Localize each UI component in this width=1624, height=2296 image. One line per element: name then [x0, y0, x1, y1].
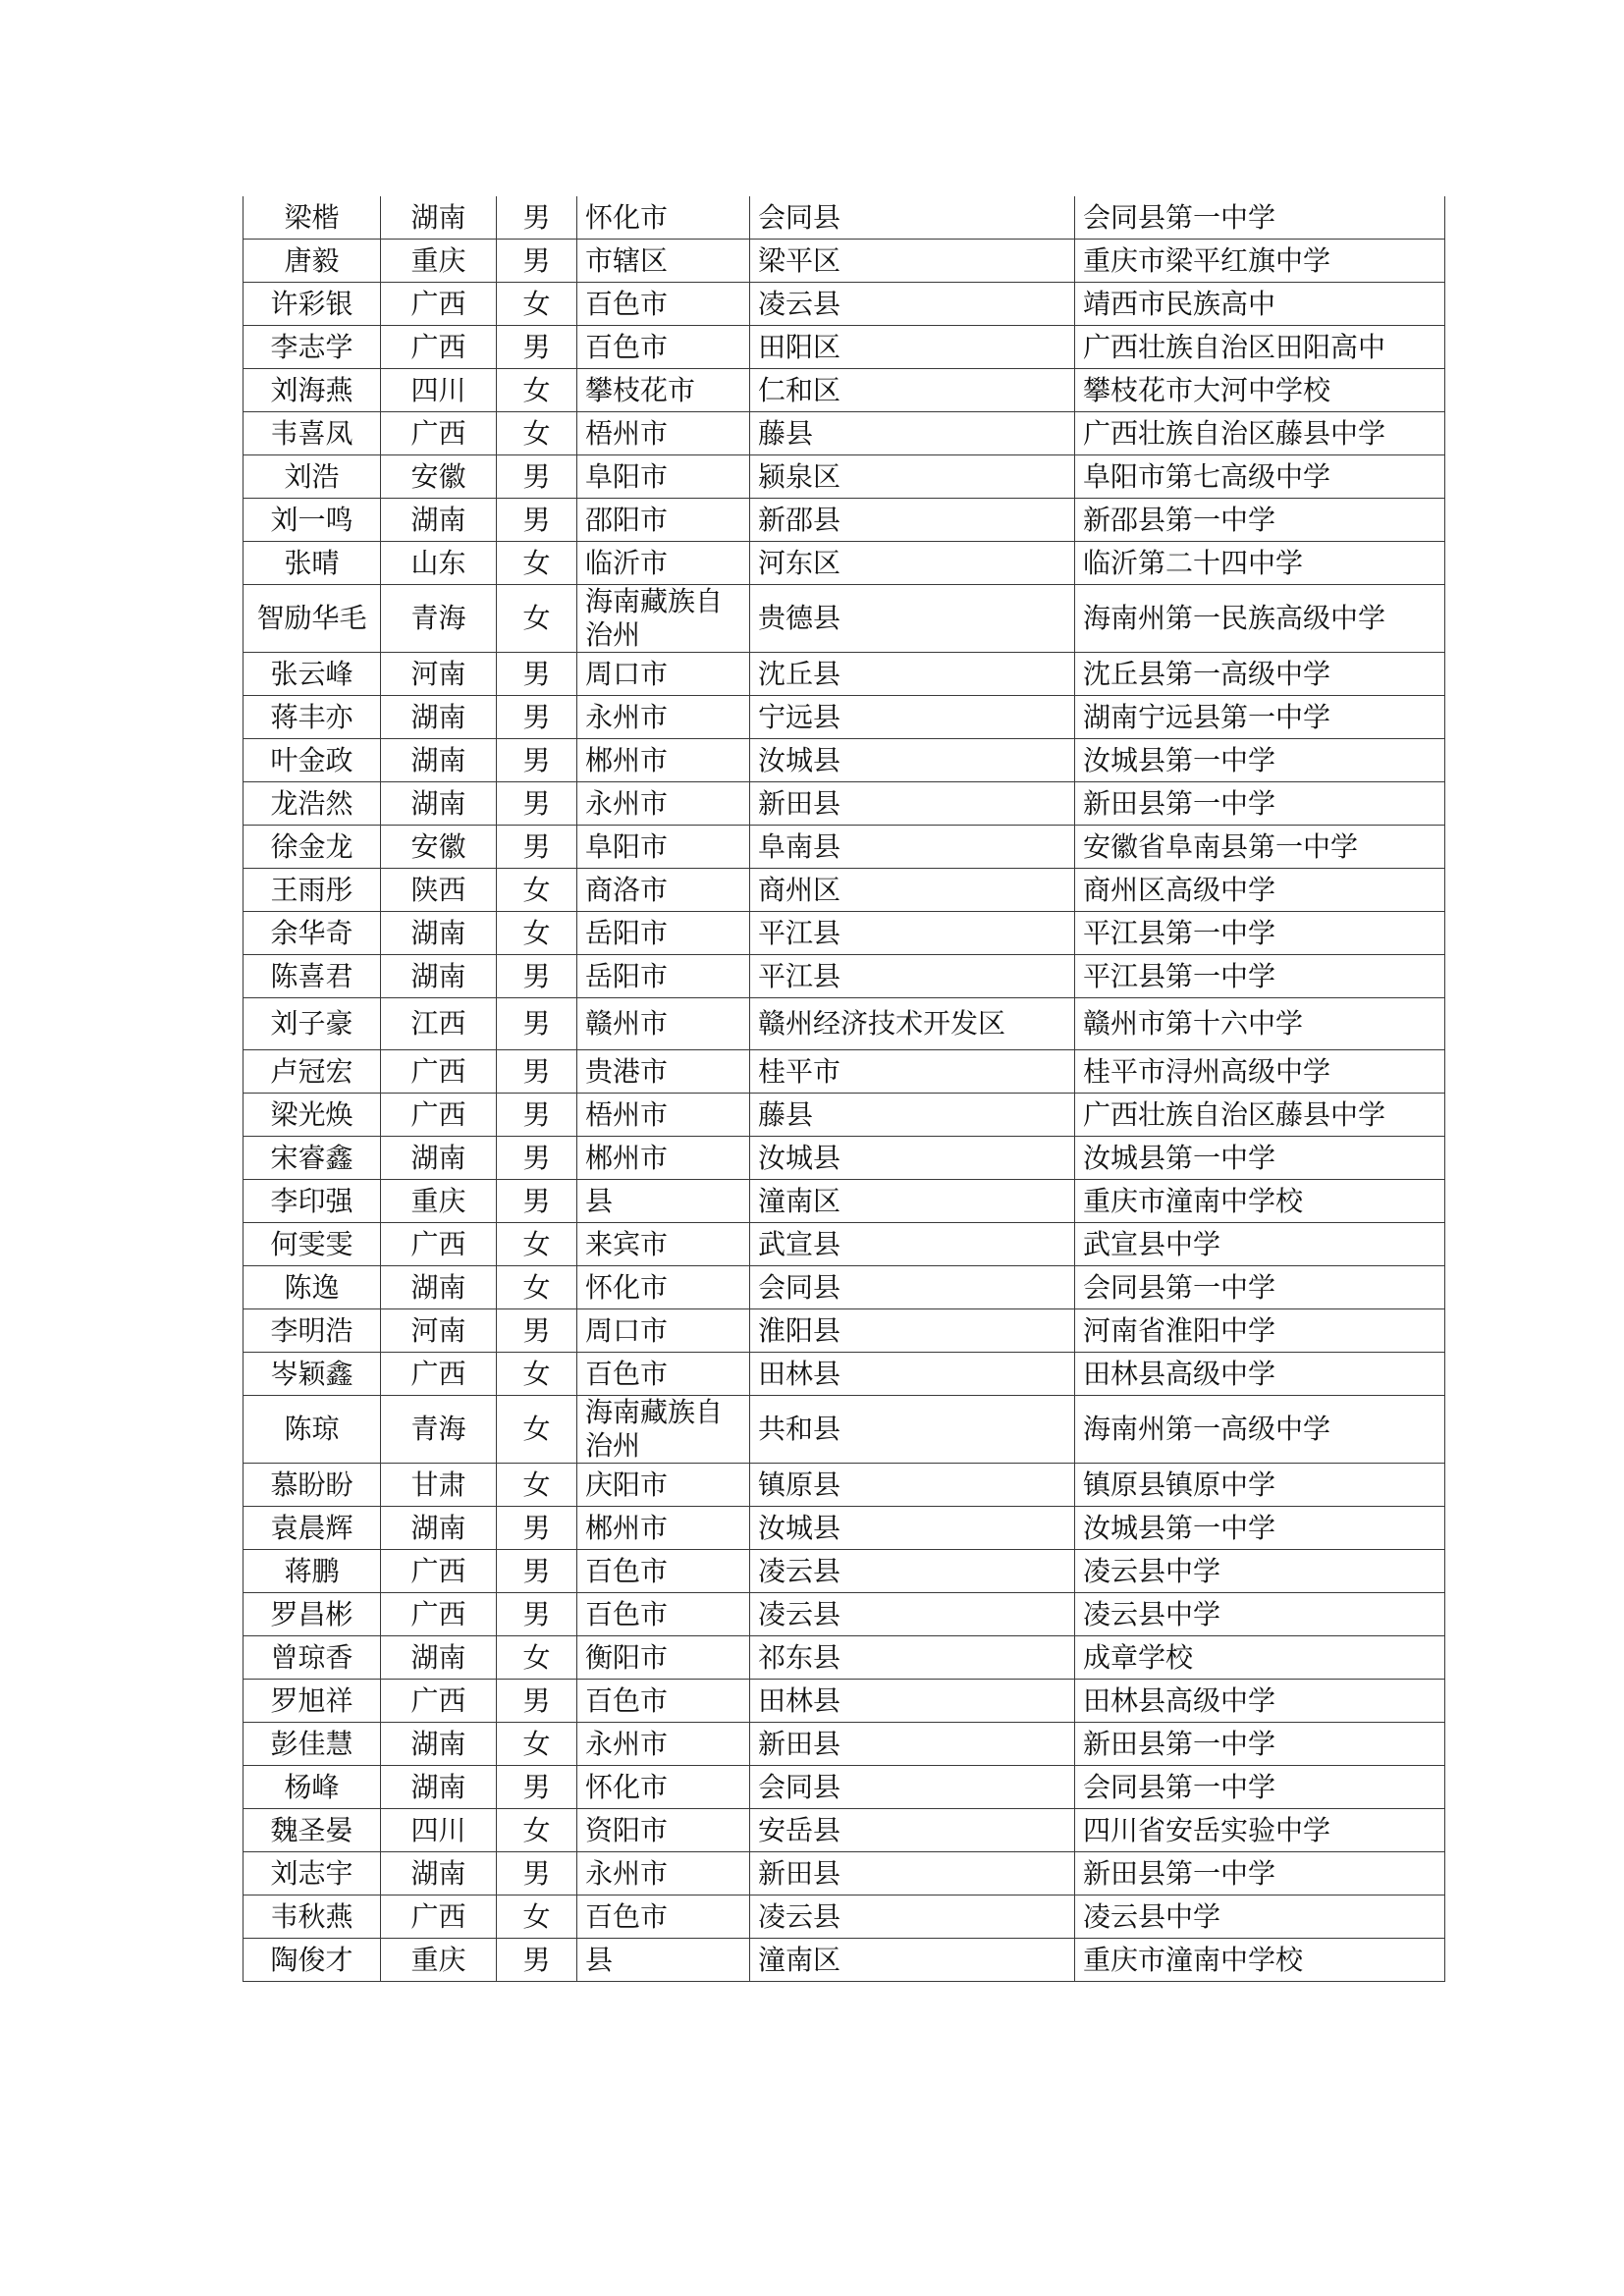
student-name-cell: 李明浩	[244, 1309, 381, 1353]
county-cell: 平江县	[750, 912, 1075, 955]
school-cell: 阜阳市第七高级中学	[1075, 455, 1445, 499]
county-cell: 凌云县	[750, 283, 1075, 326]
table-row	[244, 739, 1445, 782]
table-row	[244, 326, 1445, 369]
school-cell: 汝城县第一中学	[1075, 739, 1445, 782]
student-name-cell: 宋睿鑫	[244, 1137, 381, 1180]
gender-cell: 女	[497, 912, 577, 955]
gender-cell: 女	[497, 1266, 577, 1309]
table-row	[244, 1636, 1445, 1680]
school-cell: 会同县第一中学	[1075, 1766, 1445, 1809]
gender-cell: 男	[497, 1507, 577, 1550]
student-name-cell: 岑颖鑫	[244, 1353, 381, 1396]
student-name-cell: 刘一鸣	[244, 499, 381, 542]
gender-cell: 女	[497, 369, 577, 412]
province-cell: 广西	[381, 1223, 497, 1266]
gender-cell: 女	[497, 585, 577, 653]
gender-cell: 男	[497, 653, 577, 696]
table-row	[244, 912, 1445, 955]
city-cell: 百色市	[577, 1680, 750, 1723]
city-cell: 百色市	[577, 1353, 750, 1396]
school-cell: 广西壮族自治区藤县中学	[1075, 412, 1445, 455]
student-name-cell: 彭佳慧	[244, 1723, 381, 1766]
school-cell: 四川省安岳实验中学	[1075, 1809, 1445, 1852]
table-row	[244, 1137, 1445, 1180]
county-cell: 安岳县	[750, 1809, 1075, 1852]
student-name-cell: 许彩银	[244, 283, 381, 326]
gender-cell: 男	[497, 782, 577, 826]
table-row	[244, 196, 1445, 240]
province-cell: 广西	[381, 283, 497, 326]
school-cell: 会同县第一中学	[1075, 1266, 1445, 1309]
student-name-cell: 徐金龙	[244, 826, 381, 869]
gender-cell: 男	[497, 455, 577, 499]
county-cell: 凌云县	[750, 1550, 1075, 1593]
table-row	[244, 826, 1445, 869]
school-cell: 重庆市潼南中学校	[1075, 1180, 1445, 1223]
province-cell: 广西	[381, 1353, 497, 1396]
province-cell: 湖南	[381, 1266, 497, 1309]
gender-cell: 男	[497, 196, 577, 240]
table-row	[244, 869, 1445, 912]
city-cell: 百色市	[577, 1550, 750, 1593]
province-cell: 青海	[381, 585, 497, 653]
student-name-cell: 罗昌彬	[244, 1593, 381, 1636]
county-cell: 田林县	[750, 1353, 1075, 1396]
province-cell: 广西	[381, 1050, 497, 1094]
province-cell: 广西	[381, 326, 497, 369]
province-cell: 湖南	[381, 1137, 497, 1180]
city-cell: 临沂市	[577, 542, 750, 585]
city-cell: 海南藏族自治州	[577, 585, 750, 653]
gender-cell: 女	[497, 869, 577, 912]
school-cell: 成章学校	[1075, 1636, 1445, 1680]
province-cell: 湖南	[381, 955, 497, 998]
city-cell: 阜阳市	[577, 826, 750, 869]
school-cell: 海南州第一高级中学	[1075, 1396, 1445, 1464]
student-name-cell: 王雨彤	[244, 869, 381, 912]
gender-cell: 男	[497, 1180, 577, 1223]
city-cell: 百色市	[577, 1593, 750, 1636]
county-cell: 新田县	[750, 1723, 1075, 1766]
gender-cell: 男	[497, 1766, 577, 1809]
province-cell: 河南	[381, 653, 497, 696]
school-cell: 凌云县中学	[1075, 1896, 1445, 1939]
city-cell: 梧州市	[577, 412, 750, 455]
gender-cell: 女	[497, 1809, 577, 1852]
school-cell: 赣州市第十六中学	[1075, 998, 1445, 1050]
city-cell: 怀化市	[577, 1766, 750, 1809]
province-cell: 湖南	[381, 1852, 497, 1896]
county-cell: 梁平区	[750, 240, 1075, 283]
city-cell: 来宾市	[577, 1223, 750, 1266]
student-name-cell: 张云峰	[244, 653, 381, 696]
school-cell: 凌云县中学	[1075, 1593, 1445, 1636]
student-name-cell: 梁光焕	[244, 1094, 381, 1137]
student-name-cell: 魏圣晏	[244, 1809, 381, 1852]
county-cell: 凌云县	[750, 1593, 1075, 1636]
student-name-cell: 韦秋燕	[244, 1896, 381, 1939]
gender-cell: 男	[497, 240, 577, 283]
gender-cell: 男	[497, 1550, 577, 1593]
city-cell: 县	[577, 1939, 750, 1982]
table-row	[244, 696, 1445, 739]
city-cell: 邵阳市	[577, 499, 750, 542]
school-cell: 海南州第一民族高级中学	[1075, 585, 1445, 653]
gender-cell: 男	[497, 1593, 577, 1636]
city-cell: 永州市	[577, 696, 750, 739]
county-cell: 淮阳县	[750, 1309, 1075, 1353]
province-cell: 广西	[381, 1550, 497, 1593]
province-cell: 安徽	[381, 455, 497, 499]
province-cell: 重庆	[381, 1180, 497, 1223]
city-cell: 海南藏族自治州	[577, 1396, 750, 1464]
table-row	[244, 1507, 1445, 1550]
school-cell: 湖南宁远县第一中学	[1075, 696, 1445, 739]
city-cell: 永州市	[577, 1852, 750, 1896]
student-name-cell: 杨峰	[244, 1766, 381, 1809]
city-cell: 郴州市	[577, 1507, 750, 1550]
county-cell: 镇原县	[750, 1464, 1075, 1507]
county-cell: 会同县	[750, 1766, 1075, 1809]
table-row	[244, 1550, 1445, 1593]
city-cell: 郴州市	[577, 1137, 750, 1180]
city-cell: 怀化市	[577, 1266, 750, 1309]
student-name-cell: 罗旭祥	[244, 1680, 381, 1723]
county-cell: 共和县	[750, 1396, 1075, 1464]
table-row	[244, 1223, 1445, 1266]
table-row	[244, 1396, 1445, 1464]
gender-cell: 女	[497, 1223, 577, 1266]
school-cell: 沈丘县第一高级中学	[1075, 653, 1445, 696]
city-cell: 梧州市	[577, 1094, 750, 1137]
city-cell: 百色市	[577, 326, 750, 369]
table-row	[244, 955, 1445, 998]
student-name-cell: 陈喜君	[244, 955, 381, 998]
county-cell: 潼南区	[750, 1180, 1075, 1223]
gender-cell: 男	[497, 1094, 577, 1137]
province-cell: 广西	[381, 1094, 497, 1137]
school-cell: 广西壮族自治区田阳高中	[1075, 326, 1445, 369]
city-cell: 衡阳市	[577, 1636, 750, 1680]
school-cell: 靖西市民族高中	[1075, 283, 1445, 326]
gender-cell: 男	[497, 499, 577, 542]
province-cell: 广西	[381, 1680, 497, 1723]
city-cell: 永州市	[577, 782, 750, 826]
gender-cell: 男	[497, 696, 577, 739]
gender-cell: 女	[497, 412, 577, 455]
province-cell: 湖南	[381, 739, 497, 782]
table-row	[244, 1896, 1445, 1939]
gender-cell: 男	[497, 739, 577, 782]
county-cell: 汝城县	[750, 1137, 1075, 1180]
student-name-cell: 刘海燕	[244, 369, 381, 412]
table-row	[244, 1809, 1445, 1852]
student-name-cell: 梁楷	[244, 196, 381, 240]
county-cell: 河东区	[750, 542, 1075, 585]
school-cell: 安徽省阜南县第一中学	[1075, 826, 1445, 869]
table-row	[244, 542, 1445, 585]
student-name-cell: 何雯雯	[244, 1223, 381, 1266]
county-cell: 祁东县	[750, 1636, 1075, 1680]
province-cell: 重庆	[381, 240, 497, 283]
county-cell: 平江县	[750, 955, 1075, 998]
city-cell: 百色市	[577, 1896, 750, 1939]
school-cell: 桂平市浔州高级中学	[1075, 1050, 1445, 1094]
city-cell: 周口市	[577, 653, 750, 696]
county-cell: 颍泉区	[750, 455, 1075, 499]
province-cell: 甘肃	[381, 1464, 497, 1507]
school-cell: 平江县第一中学	[1075, 912, 1445, 955]
province-cell: 湖南	[381, 782, 497, 826]
county-cell: 潼南区	[750, 1939, 1075, 1982]
table-row	[244, 283, 1445, 326]
city-cell: 商洛市	[577, 869, 750, 912]
student-name-cell: 龙浩然	[244, 782, 381, 826]
city-cell: 怀化市	[577, 196, 750, 240]
student-name-cell: 陈逸	[244, 1266, 381, 1309]
school-cell: 平江县第一中学	[1075, 955, 1445, 998]
student-name-cell: 韦喜凤	[244, 412, 381, 455]
table-row	[244, 412, 1445, 455]
county-cell: 会同县	[750, 1266, 1075, 1309]
table-row	[244, 1464, 1445, 1507]
student-name-cell: 余华奇	[244, 912, 381, 955]
school-cell: 田林县高级中学	[1075, 1353, 1445, 1396]
county-cell: 宁远县	[750, 696, 1075, 739]
school-cell: 武宣县中学	[1075, 1223, 1445, 1266]
table-row	[244, 998, 1445, 1050]
gender-cell: 女	[497, 1396, 577, 1464]
county-cell: 藤县	[750, 412, 1075, 455]
city-cell: 岳阳市	[577, 912, 750, 955]
county-cell: 商州区	[750, 869, 1075, 912]
province-cell: 湖南	[381, 196, 497, 240]
table-row	[244, 369, 1445, 412]
school-cell: 汝城县第一中学	[1075, 1137, 1445, 1180]
table-row	[244, 1939, 1445, 1982]
county-cell: 贵德县	[750, 585, 1075, 653]
province-cell: 广西	[381, 1593, 497, 1636]
gender-cell: 女	[497, 283, 577, 326]
table-row	[244, 653, 1445, 696]
gender-cell: 女	[497, 1723, 577, 1766]
student-name-cell: 李志学	[244, 326, 381, 369]
student-name-cell: 陶俊才	[244, 1939, 381, 1982]
county-cell: 桂平市	[750, 1050, 1075, 1094]
gender-cell: 男	[497, 1309, 577, 1353]
province-cell: 重庆	[381, 1939, 497, 1982]
city-cell: 百色市	[577, 283, 750, 326]
table-row	[244, 1353, 1445, 1396]
province-cell: 河南	[381, 1309, 497, 1353]
school-cell: 田林县高级中学	[1075, 1680, 1445, 1723]
gender-cell: 男	[497, 1680, 577, 1723]
table-row	[244, 240, 1445, 283]
city-cell: 庆阳市	[577, 1464, 750, 1507]
student-name-cell: 慕盼盼	[244, 1464, 381, 1507]
school-cell: 镇原县镇原中学	[1075, 1464, 1445, 1507]
gender-cell: 女	[497, 1896, 577, 1939]
province-cell: 湖南	[381, 499, 497, 542]
county-cell: 阜南县	[750, 826, 1075, 869]
province-cell: 湖南	[381, 1636, 497, 1680]
city-cell: 郴州市	[577, 739, 750, 782]
school-cell: 新田县第一中学	[1075, 1852, 1445, 1896]
province-cell: 广西	[381, 1896, 497, 1939]
province-cell: 山东	[381, 542, 497, 585]
county-cell: 新田县	[750, 782, 1075, 826]
student-name-cell: 唐毅	[244, 240, 381, 283]
county-cell: 仁和区	[750, 369, 1075, 412]
school-cell: 临沂第二十四中学	[1075, 542, 1445, 585]
gender-cell: 女	[497, 1464, 577, 1507]
student-name-cell: 叶金政	[244, 739, 381, 782]
county-cell: 凌云县	[750, 1896, 1075, 1939]
table-row	[244, 1766, 1445, 1809]
city-cell: 资阳市	[577, 1809, 750, 1852]
county-cell: 沈丘县	[750, 653, 1075, 696]
school-cell: 新田县第一中学	[1075, 1723, 1445, 1766]
school-cell: 重庆市梁平红旗中学	[1075, 240, 1445, 283]
city-cell: 县	[577, 1180, 750, 1223]
county-cell: 田阳区	[750, 326, 1075, 369]
student-name-cell: 蒋鹏	[244, 1550, 381, 1593]
county-cell: 汝城县	[750, 739, 1075, 782]
county-cell: 新邵县	[750, 499, 1075, 542]
county-cell: 会同县	[750, 196, 1075, 240]
province-cell: 湖南	[381, 1507, 497, 1550]
province-cell: 湖南	[381, 696, 497, 739]
table-row	[244, 782, 1445, 826]
city-cell: 赣州市	[577, 998, 750, 1050]
table-row	[244, 1094, 1445, 1137]
gender-cell: 男	[497, 1939, 577, 1982]
gender-cell: 男	[497, 1852, 577, 1896]
table-row	[244, 1180, 1445, 1223]
gender-cell: 男	[497, 955, 577, 998]
gender-cell: 女	[497, 542, 577, 585]
province-cell: 四川	[381, 1809, 497, 1852]
city-cell: 攀枝花市	[577, 369, 750, 412]
table-row	[244, 1593, 1445, 1636]
city-cell: 贵港市	[577, 1050, 750, 1094]
table-row	[244, 1266, 1445, 1309]
student-table	[243, 196, 1445, 1982]
student-name-cell: 陈琼	[244, 1396, 381, 1464]
school-cell: 广西壮族自治区藤县中学	[1075, 1094, 1445, 1137]
county-cell: 新田县	[750, 1852, 1075, 1896]
student-name-cell: 刘浩	[244, 455, 381, 499]
school-cell: 会同县第一中学	[1075, 196, 1445, 240]
student-name-cell: 袁晨辉	[244, 1507, 381, 1550]
student-name-cell: 张晴	[244, 542, 381, 585]
county-cell: 藤县	[750, 1094, 1075, 1137]
gender-cell: 男	[497, 826, 577, 869]
school-cell: 商州区高级中学	[1075, 869, 1445, 912]
table-row	[244, 1309, 1445, 1353]
table-row	[244, 499, 1445, 542]
province-cell: 湖南	[381, 1723, 497, 1766]
school-cell: 新邵县第一中学	[1075, 499, 1445, 542]
student-name-cell: 刘子豪	[244, 998, 381, 1050]
county-cell: 汝城县	[750, 1507, 1075, 1550]
table-row	[244, 1050, 1445, 1094]
school-cell: 汝城县第一中学	[1075, 1507, 1445, 1550]
city-cell: 阜阳市	[577, 455, 750, 499]
school-cell: 凌云县中学	[1075, 1550, 1445, 1593]
table-body	[244, 196, 1445, 1982]
city-cell: 市辖区	[577, 240, 750, 283]
gender-cell: 男	[497, 1137, 577, 1180]
province-cell: 安徽	[381, 826, 497, 869]
province-cell: 青海	[381, 1396, 497, 1464]
gender-cell: 男	[497, 1050, 577, 1094]
student-name-cell: 李印强	[244, 1180, 381, 1223]
gender-cell: 女	[497, 1353, 577, 1396]
gender-cell: 男	[497, 998, 577, 1050]
student-name-cell: 蒋丰亦	[244, 696, 381, 739]
student-name-cell: 曾琼香	[244, 1636, 381, 1680]
student-name-cell: 卢冠宏	[244, 1050, 381, 1094]
city-cell: 永州市	[577, 1723, 750, 1766]
province-cell: 四川	[381, 369, 497, 412]
county-cell: 赣州经济技术开发区	[750, 998, 1075, 1050]
table-row	[244, 1680, 1445, 1723]
school-cell: 重庆市潼南中学校	[1075, 1939, 1445, 1982]
province-cell: 广西	[381, 412, 497, 455]
school-cell: 河南省淮阳中学	[1075, 1309, 1445, 1353]
table-row	[244, 585, 1445, 653]
province-cell: 湖南	[381, 912, 497, 955]
city-cell: 周口市	[577, 1309, 750, 1353]
gender-cell: 女	[497, 1636, 577, 1680]
school-cell: 新田县第一中学	[1075, 782, 1445, 826]
province-cell: 湖南	[381, 1766, 497, 1809]
table-row	[244, 455, 1445, 499]
school-cell: 攀枝花市大河中学校	[1075, 369, 1445, 412]
city-cell: 岳阳市	[577, 955, 750, 998]
table-row	[244, 1852, 1445, 1896]
province-cell: 陕西	[381, 869, 497, 912]
student-name-cell: 刘志宇	[244, 1852, 381, 1896]
gender-cell: 男	[497, 326, 577, 369]
county-cell: 武宣县	[750, 1223, 1075, 1266]
table-row	[244, 1723, 1445, 1766]
province-cell: 江西	[381, 998, 497, 1050]
county-cell: 田林县	[750, 1680, 1075, 1723]
student-name-cell: 智励华毛	[244, 585, 381, 653]
